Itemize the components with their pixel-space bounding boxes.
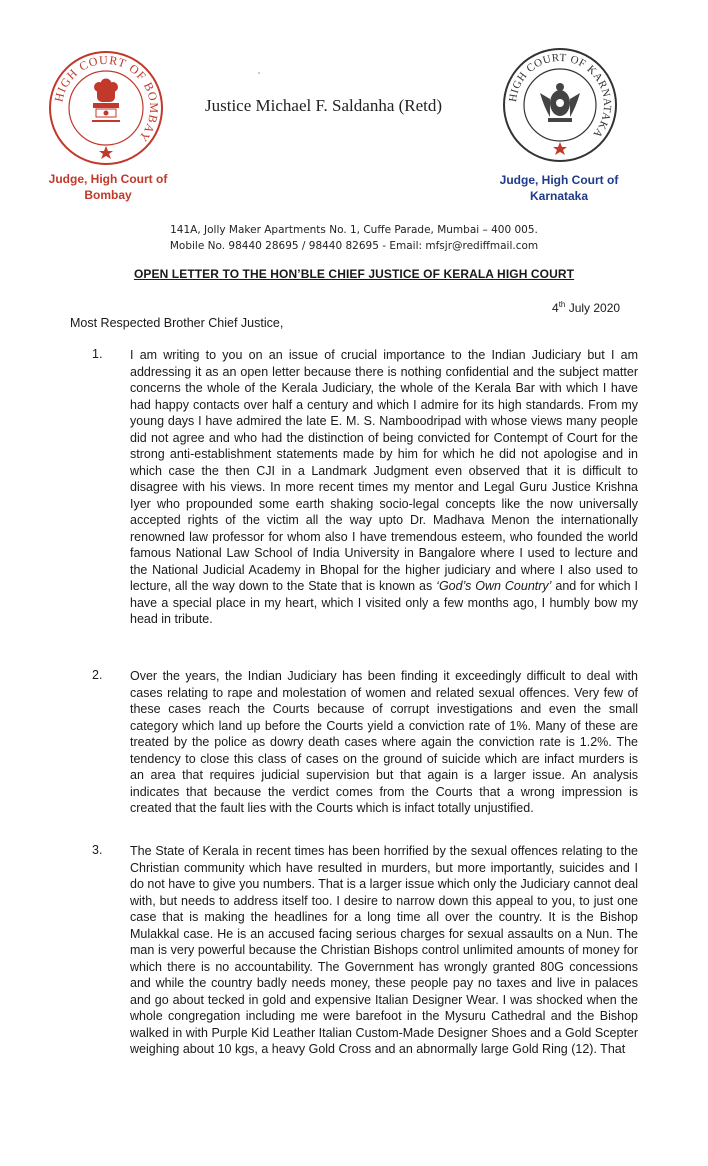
letter-title: OPEN LETTER TO THE HON’BLE CHIEF JUSTICE OF KERALA HIGH COURT (133, 267, 575, 281)
letter-date: 4th July 2020 (552, 300, 621, 315)
bombay-seal-caption: Judge, High Court of Bombay (48, 172, 168, 202)
salutation: Most Respected Brother Chief Justice, (70, 316, 284, 330)
speck (258, 72, 260, 74)
paragraph-text: I am writing to you on an issue of crucial importance to the Indian Judiciary but I am addressing it as an open letter because there is nothing confidential and the subject matter concerns the whole of the Kerala Judiciary, the whole of the Kerala Bar with which I have had happy contacts over half a century and which I admire for its high standards. From my young days I have admired the late E. M. S. Namboodripad with whose views many people did not agree and who had the distinction of being convicted for Contempt of Court for the strong anti-establishment statements made by him for which he did not apologise and in which case the then CJI in a Landmark Judgment even observed that it is difficult to disagree with his views. In more recent times my mentor and Legal Guru Justice Krishna Iyer who propounded some earth shaking socio-legal concepts like the now universally accepted rights of the victim all the way upto Dr. Madhava Menon the internationally renowned law professor for whom also I have tremendous esteem, who founded the world famous National Law School of India University in Bangalore where I used to lecture and the National Judicial Academy in Bhopal for the higher judiciary and where I also used to lecture, all the way down to the State that is known as ‘God’s Own Country’ and for which I have a special place in my heart, which I visited only a few months ago, I humbly bow my head in tribute. (130, 348, 639, 626)
paragraph-number: 3. (92, 843, 103, 857)
svg-text:HIGH COURT OF BOMBAY: HIGH COURT OF BOMBAY (51, 52, 162, 146)
paragraph-number: 2. (92, 668, 103, 682)
paragraph-text: Over the years, the Indian Judiciary has been finding it exceedingly difficult to deal with cases relating to rape and molestation of women and related sexual offences. Very few of these cases reach the Courts because of corrupt investigations and even the small category which land up before the Courts yield a conviction rate of 1%. Many of these are treated by the police as dowry death cases where again the conviction rate is 1.2%. The tendency to close this class of cases on the ground of suicide which are infact murders is an area that requires judicial supervision but that again is a larger issue. An analysis indicates that because the verdict comes from the Courts that a wrong impression is created that the fault lies with the Courts which is infact totally unjustified. (130, 669, 638, 815)
bombay-high-court-seal (48, 50, 164, 166)
justice-name: Justice Michael F. Saldanha (Retd) (205, 96, 443, 115)
paragraph-text: The State of Kerala in recent times has been horrified by the sexual offences relating to the Christian community which have resulted in murders, but more importantly, suicides and I do not have to give you numbers. That is a larger issue which only the Judiciary cannot deal with, but needs to address itself too. I desire to narrow down this appeal to you, to just one case that is making the headlines for a long time all over the country. It is the Bishop Mulakkal case. He is an accused facing serious charges for sexual assaults on a Nun. The man is very powerful because the Christian Bishops control unlimited amounts of money for which there is no accountability. The Government has wrongly granted 80G concessions and while the country badly needs money, these people pay no taxes and live in palaces and go about tecked in gold and expensive Italian Designer Wear. I was shocked when the whole congregation including me were barefoot in the Mysuru Cathedral and the Bishop walked in with Purple Kid Leather Italian Custom-Made Designer Shoes and a Gold Scepter weighing about 10 kgs, a heavy Gold Cross and an abnormally large Gold Ring (12). That (130, 844, 638, 1056)
karnataka-high-court-seal (502, 47, 618, 163)
paragraph-number: 1. (92, 347, 103, 361)
address-line: 141A, Jolly Maker Apartments No. 1, Cuffe Parade, Mumbai – 400 005. (170, 224, 538, 236)
sender-address (0, 222, 708, 254)
svg-text:HIGH COURT OF KARNATAKA: HIGH COURT OF KARNATAKA (506, 51, 614, 141)
karnataka-seal-caption: Judge, High Court of Karnataka (499, 173, 619, 203)
contact-line: Mobile No. 98440 28695 / 98440 82695 - Email: mfsjr@rediffmail.com (169, 240, 539, 252)
